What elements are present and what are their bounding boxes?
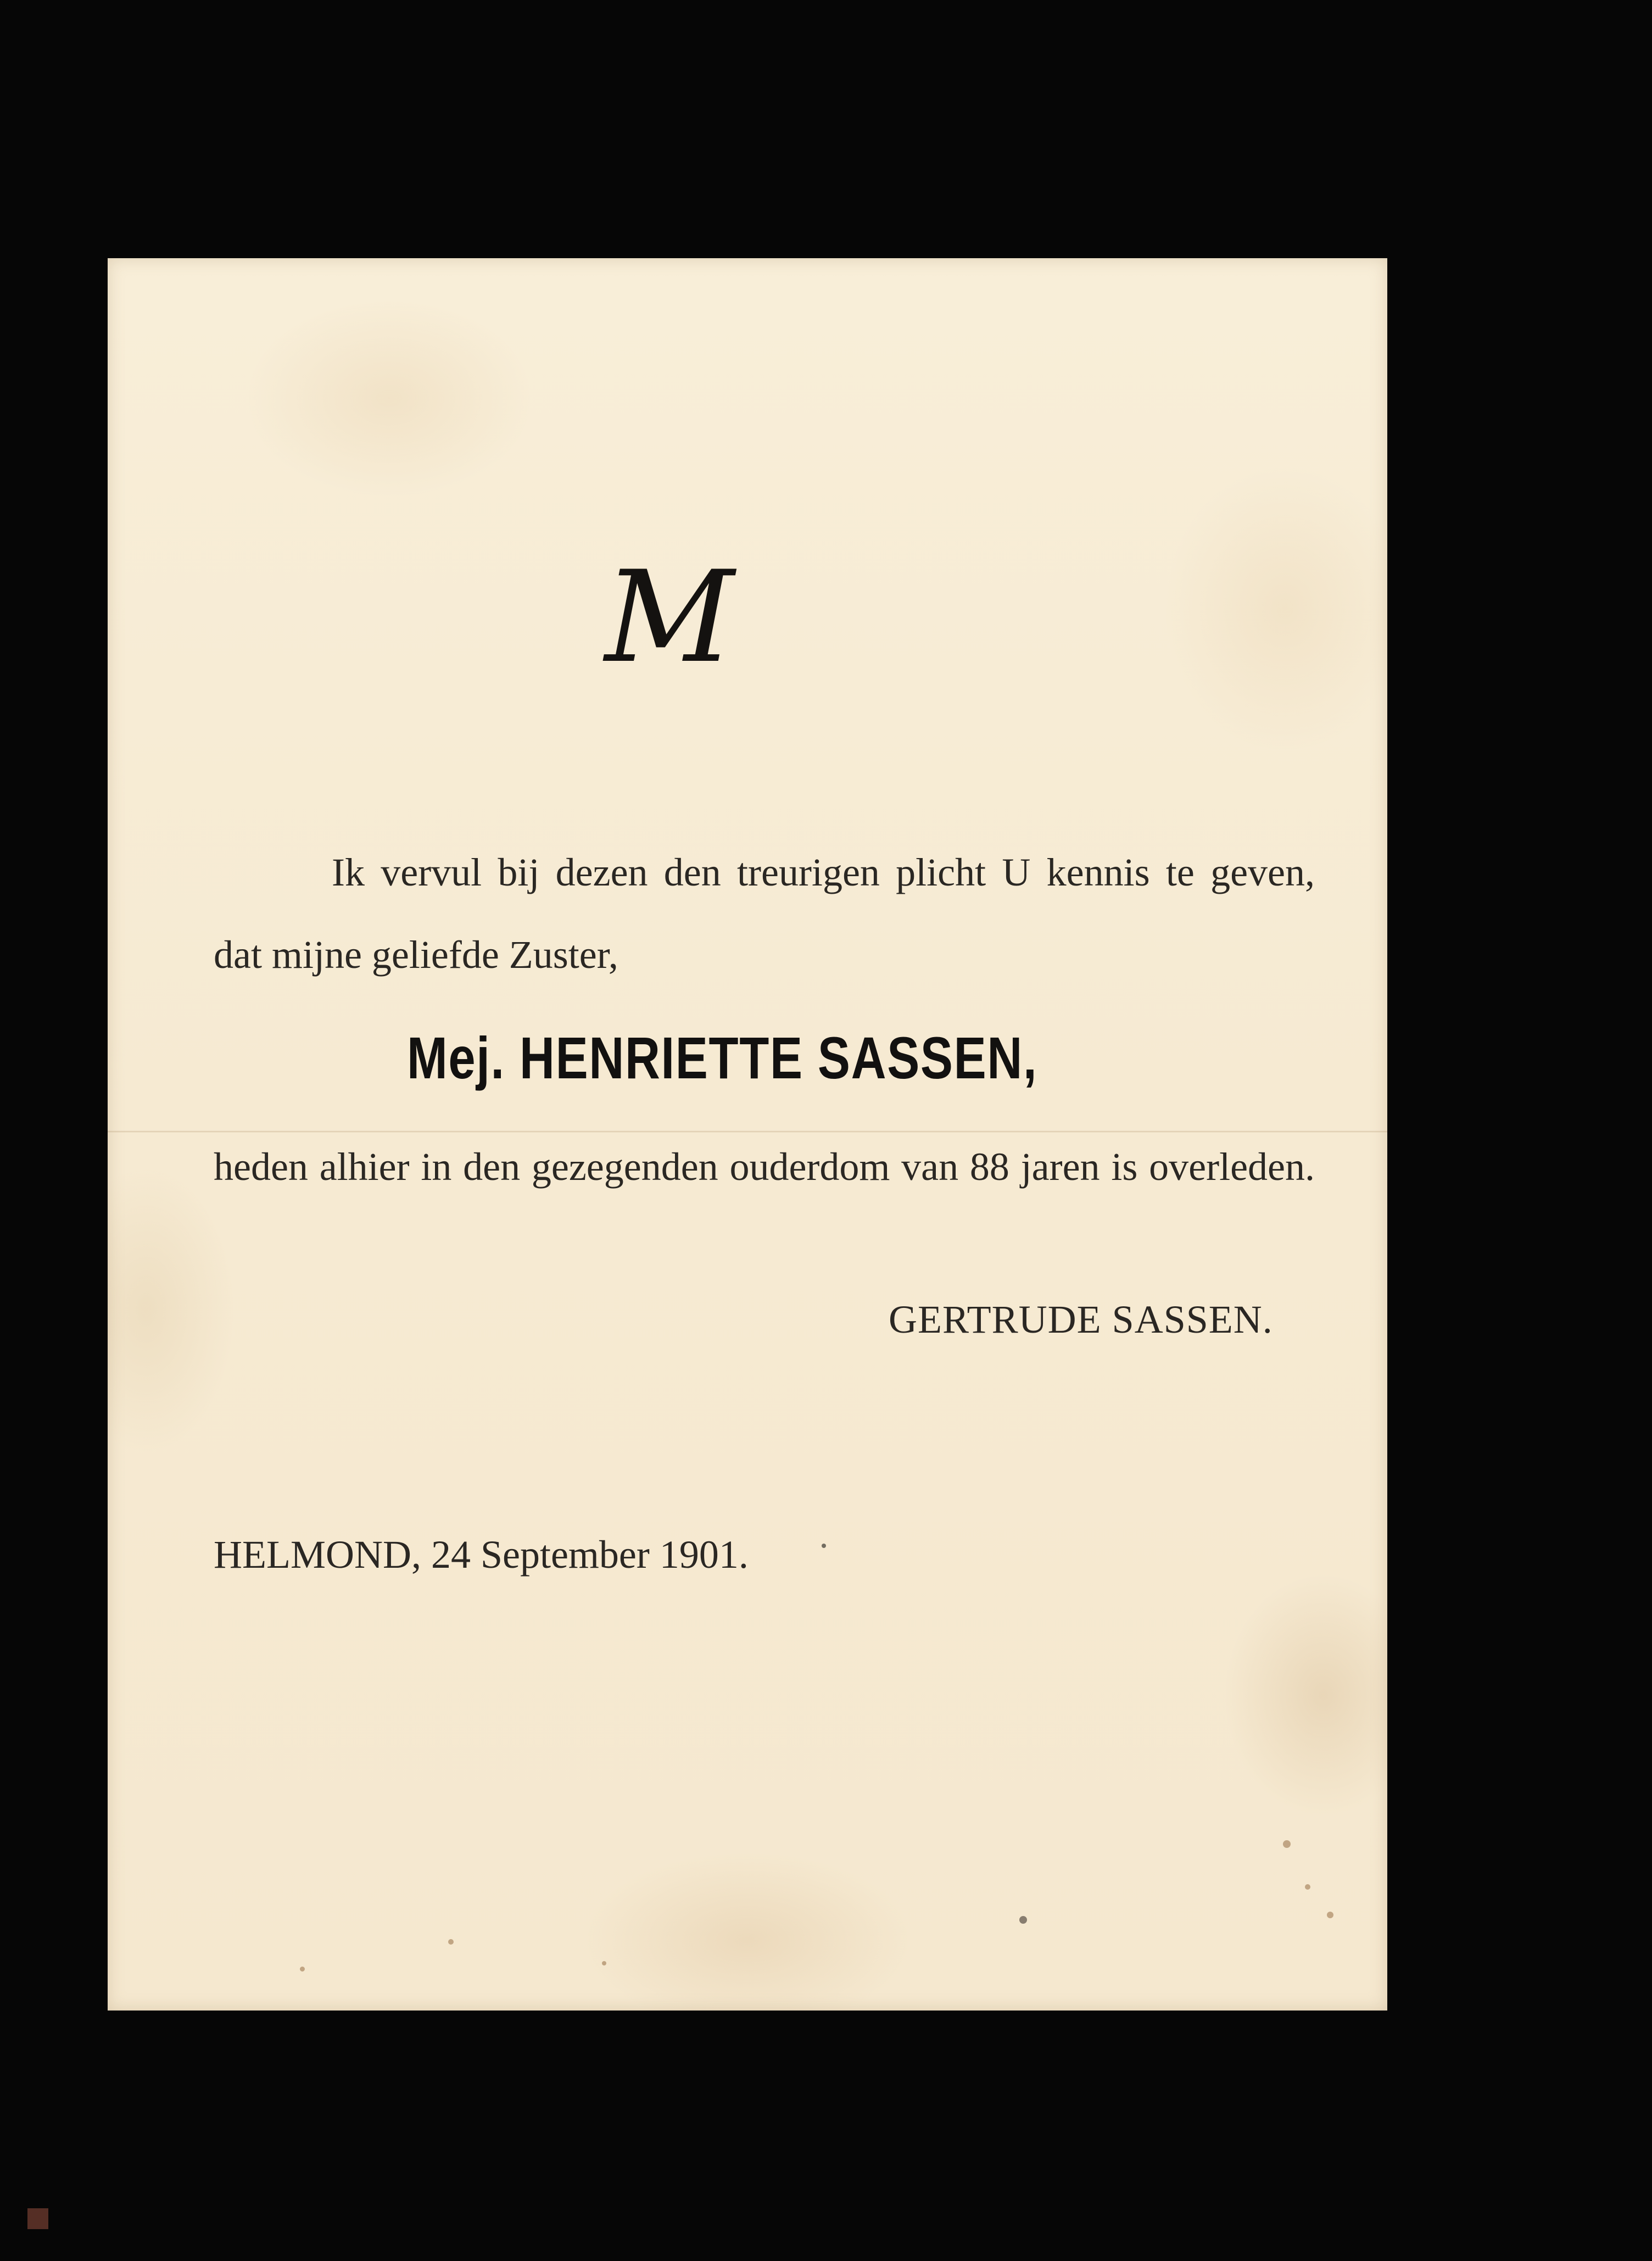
fold-crease (108, 1130, 1387, 1133)
ornamental-initial: M (605, 544, 723, 691)
place-and-date: HELMOND, 24 September 1901. (214, 1533, 749, 1577)
foxing-speck (822, 1544, 826, 1548)
foxing-speck (300, 1967, 305, 1972)
announcement-line-3: heden alhier in den gezegenden ouderdom van 88 jaren is overleden. (214, 1145, 1315, 1189)
corner-mark (27, 2208, 48, 2229)
foxing-speck (448, 1939, 454, 1945)
announcement-line-1: Ik vervul bij dezen den treurigen plicht U kennis te geven, (332, 850, 1315, 894)
foxing-speck (1283, 1840, 1291, 1848)
foxing-speck (1305, 1884, 1310, 1890)
foxing-speck (1019, 1916, 1027, 1924)
foxing-speck (1327, 1912, 1333, 1918)
announcement-line-2: dat mijne geliefde Zuster, (214, 933, 618, 977)
mourning-card (108, 258, 1387, 2011)
signer-name: GERTRUDE SASSEN. (889, 1297, 1273, 1341)
foxing-speck (602, 1961, 606, 1965)
deceased-name: Mej. HENRIETTE SASSEN, (407, 1024, 1038, 1091)
